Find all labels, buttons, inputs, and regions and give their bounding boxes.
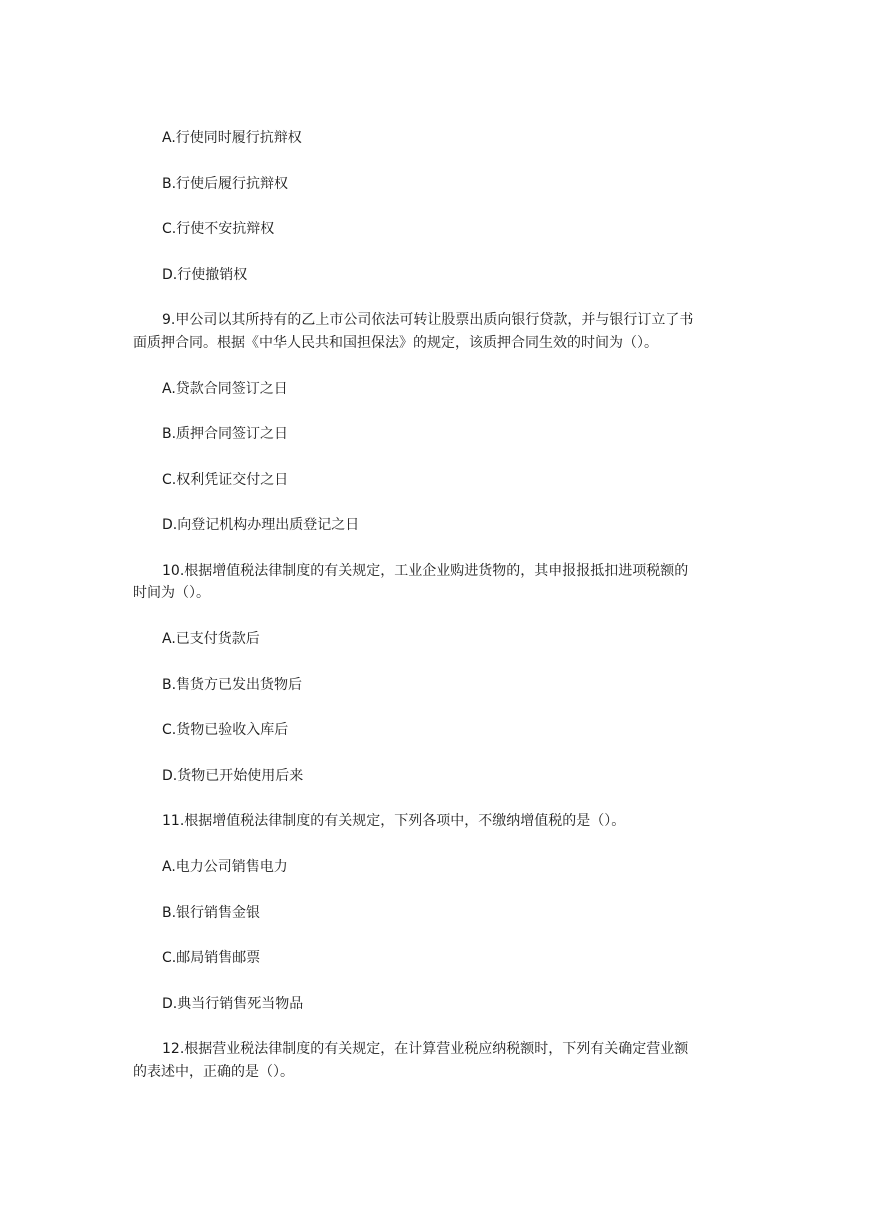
question-text-line: 11.根据增值税法律制度的有关规定，下列各项中，不缴纳增值税的是（）。 [162, 813, 626, 829]
question-text-line: 9.甲公司以其所持有的乙上市公司依法可转让股票出质向银行贷款，并与银行订立了书 [162, 312, 694, 328]
option-b: B.银行销售金银 [162, 904, 261, 921]
option-a: A.行使同时履行抗辩权 [162, 130, 302, 146]
option-c: C.货物已验收入库后 [162, 722, 289, 738]
option-b: B.质押合同签订之日 [162, 426, 289, 442]
question-text-line: 10.根据增值税法律制度的有关规定，工业企业购进货物的，其申报报抵扣进项税额的 [162, 562, 689, 579]
option-a: A.已支付货款后 [162, 631, 260, 647]
question-10 [133, 560, 743, 605]
option-d: D.向登记机构办理出质登记之日 [162, 517, 360, 533]
question-9 [133, 309, 743, 354]
option-d: D.行使撤销权 [162, 266, 248, 283]
question-12 [133, 1038, 743, 1083]
option-d: D.货物已开始使用后来 [162, 767, 304, 784]
option-a: A.贷款合同签订之日 [162, 380, 288, 397]
option-b: B.售货方已发出货物后 [162, 676, 303, 693]
option-c: C.行使不安抗辩权 [162, 221, 275, 237]
option-b: B.行使后履行抗辩权 [162, 175, 289, 192]
option-d: D.典当行销售死当物品 [162, 995, 304, 1012]
option-c: C.邮局销售邮票 [162, 950, 261, 966]
option-c: C.权利凭证交付之日 [162, 471, 289, 488]
question-text-line: 面质押合同。根据《中华人民共和国担保法》的规定，该质押合同生效的时间为（）。 [133, 334, 658, 351]
question-text-line: 的表述中，正确的是（）。 [133, 1063, 294, 1080]
question-text-line: 12.根据营业税法律制度的有关规定，在计算营业税应纳税额时，下列有关确定营业额 [162, 1041, 689, 1057]
question-11 [133, 810, 743, 833]
document-body [133, 127, 743, 1107]
option-a: A.电力公司销售电力 [162, 859, 288, 875]
question-text-line: 时间为（）。 [133, 585, 210, 601]
